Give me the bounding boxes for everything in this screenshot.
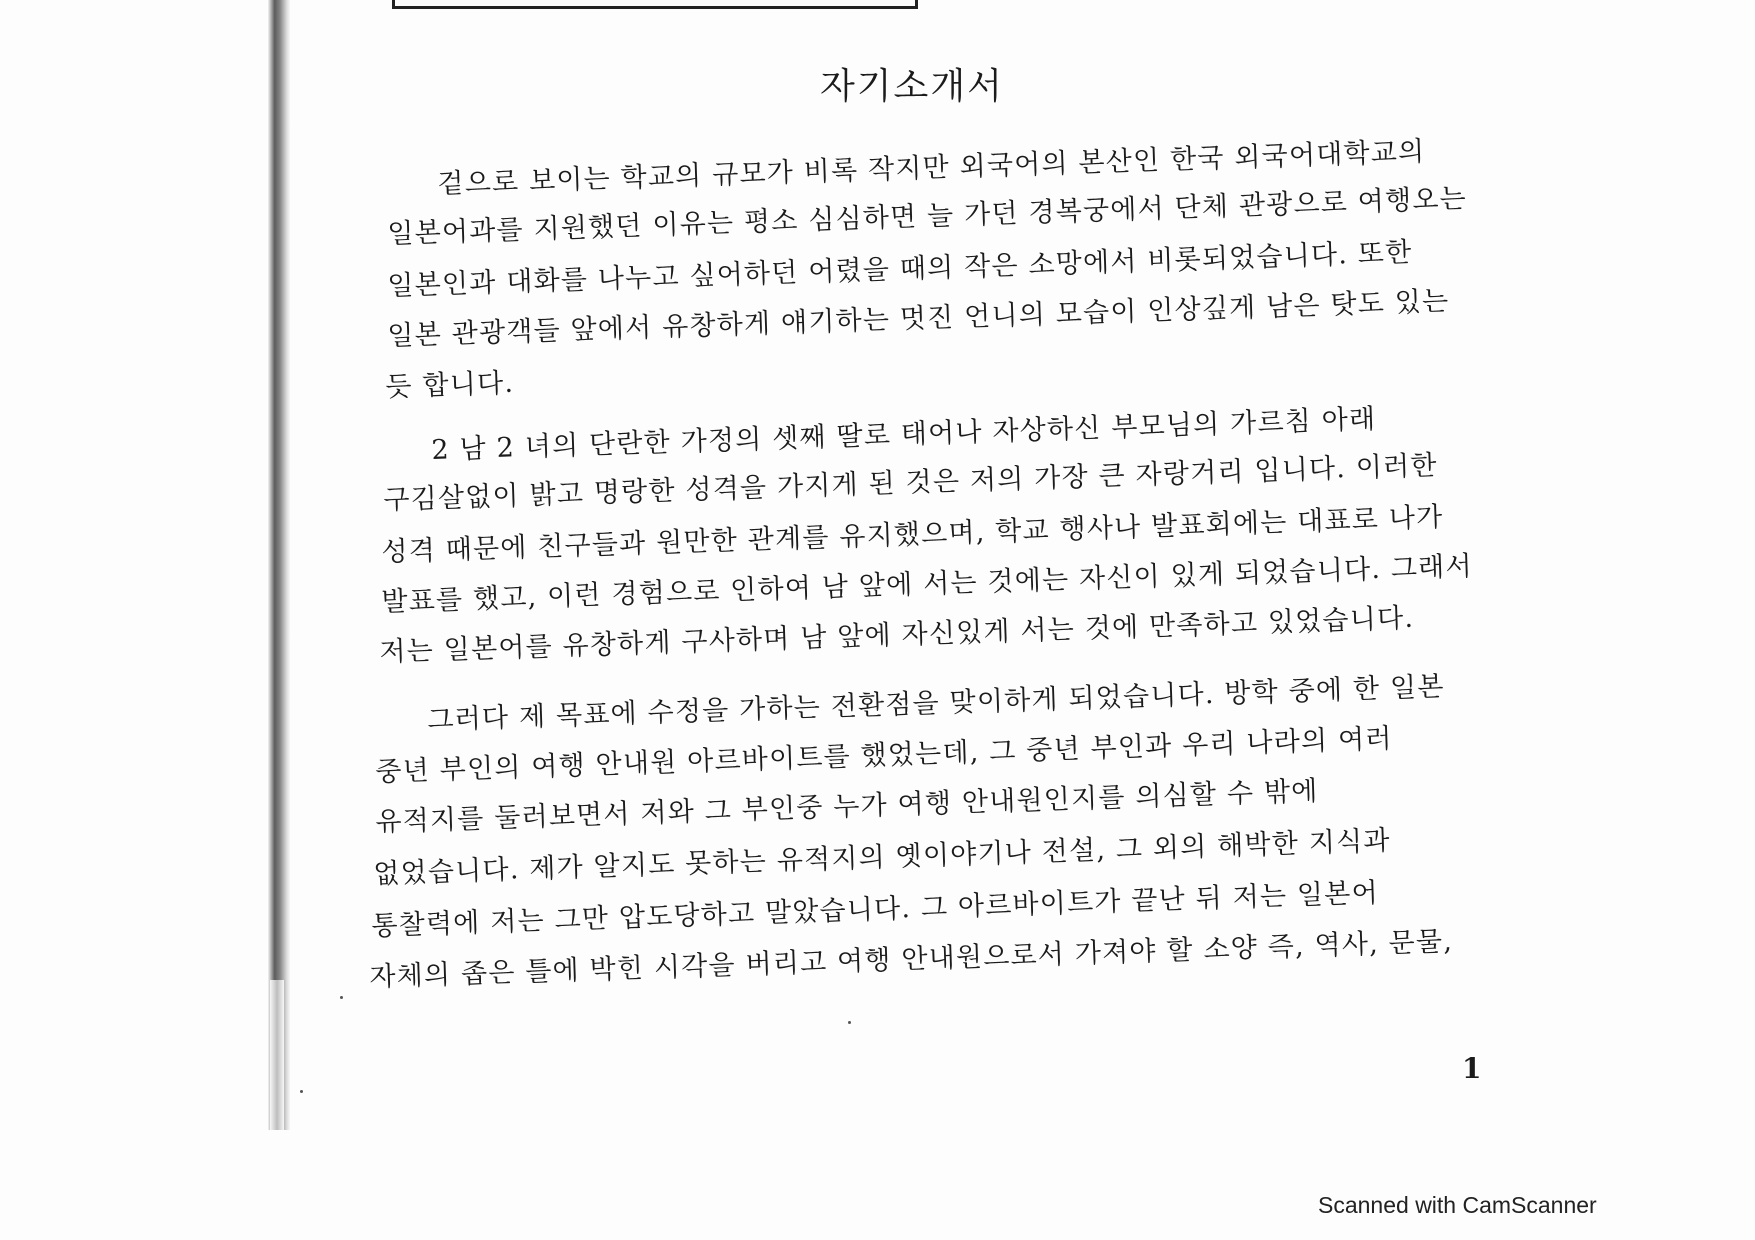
body-line: 발표를 했고, 이런 경험으로 인하여 남 앞에 서는 것에는 자신이 있게 되었습니다. 그래서 — [380, 550, 1474, 619]
body-line: 없었습니다. 제가 알지도 못하는 유적지의 옛이야기나 전설, 그 외의 해박한 지식과 — [372, 825, 1392, 891]
body-line: 일본 관광객들 앞에서 유창하게 얘기하는 멋진 언니의 모습이 인상깊게 남은 탓도 있는 — [386, 285, 1450, 353]
body-line: 겉으로 보이는 학교의 규모가 비록 작지만 외국어의 본산인 한국 외국어대학교의 — [436, 136, 1426, 201]
body-line: 듯 합니다. — [384, 367, 515, 404]
page-binding-shadow — [268, 0, 290, 1130]
document-title: 자기소개서 — [820, 66, 1004, 107]
page-number: 1 — [1462, 1052, 1482, 1085]
page-binding-shadow-lower — [270, 980, 284, 1130]
body-line: 중년 부인의 여행 안내원 아르바이트를 했었는데, 그 중년 부인과 우리 나라의 여러 — [374, 723, 1394, 789]
scan-speck — [340, 996, 343, 999]
body-line: 저는 일본어를 유창하게 구사하며 남 앞에 자신있게 서는 것에 만족하고 있었습니다. — [378, 602, 1415, 669]
scan-speck — [848, 1021, 851, 1024]
scan-speck — [300, 1090, 303, 1093]
body-line: 일본어과를 지원했던 이유는 평소 심심하면 늘 가던 경복궁에서 단체 관광으로 여행오는 — [386, 183, 1468, 251]
body-line: 자체의 좁은 틀에 박힌 시각을 버리고 여행 안내원으로서 가져야 할 소양 즉, 역사, 문물, — [368, 926, 1454, 994]
body-line: 2 남 2 녀의 단란한 가정의 셋째 딸로 태어나 자상하신 부모님의 가르침 아래 — [430, 403, 1377, 467]
body-line: 구김살없이 밝고 명랑한 성격을 가지게 된 것은 저의 가장 큰 자랑거리 입니다. 이러한 — [382, 450, 1439, 517]
camscanner-watermark: Scanned with CamScanner — [1318, 1192, 1597, 1218]
body-line: 일본인과 대화를 나누고 싶어하던 어렸을 때의 작은 소망에서 비롯되었습니다. 또한 — [386, 237, 1413, 303]
body-line: 통찰력에 저는 그만 압도당하고 말았습니다. 그 아르바이트가 끝난 뒤 저는 일본어 — [370, 877, 1380, 943]
body-line: 그러다 제 목표에 수정을 가하는 전환점을 맞이하게 되었습니다. 방학 중에 한 일본 — [426, 671, 1446, 737]
body-line: 성격 때문에 친구들과 원만한 관계를 유지했으며, 학교 행사나 발표회에는 대표로 나가 — [380, 501, 1444, 569]
body-line: 유적지를 둘러보면서 저와 그 부인중 누가 여행 안내원인지를 의심할 수 밖에 — [374, 775, 1320, 839]
top-box-edge — [392, 0, 918, 9]
